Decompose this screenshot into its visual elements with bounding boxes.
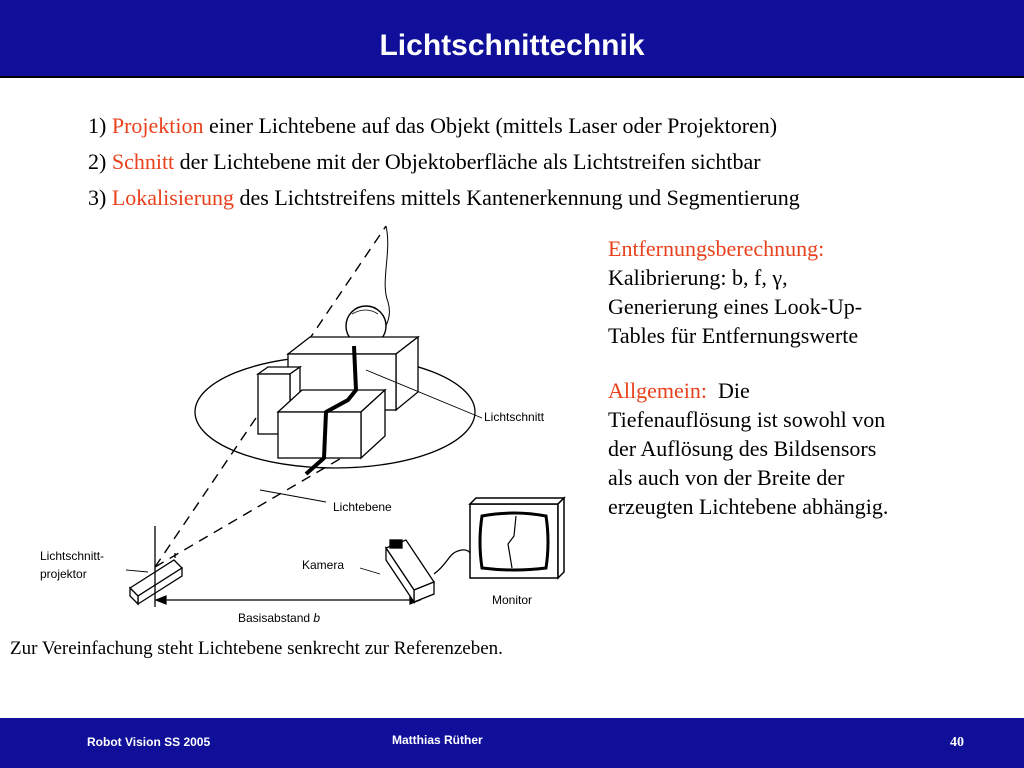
step-item: 1) Projektion einer Lichtebene auf das Objekt (mittels Laser oder Projektoren) bbox=[88, 113, 778, 138]
general-line: erzeugten Lichtebene abhängig. bbox=[608, 494, 889, 519]
label-projector-1: Lichtschnitt- bbox=[40, 549, 105, 563]
label-monitor: Monitor bbox=[492, 593, 533, 607]
step-item: 3) Lokalisierung des Lichtstreifens mittels Kantenerkennung und Segmentierung bbox=[88, 185, 800, 210]
step-keyword: Projektion bbox=[111, 113, 204, 138]
distance-line: Tables für Entfernungswerte bbox=[608, 323, 859, 348]
camera bbox=[386, 540, 478, 602]
light-section-diagram bbox=[30, 222, 570, 626]
distance-line: Kalibrierung: b, f, γ, bbox=[608, 265, 788, 290]
label-lichtschnitt: Lichtschnitt bbox=[484, 410, 545, 424]
steps-list bbox=[88, 108, 800, 216]
side-notes bbox=[608, 234, 1008, 521]
general-line: als auch von der Breite der bbox=[608, 465, 845, 490]
distance-line: Generierung eines Look-Up- bbox=[608, 294, 863, 319]
step-keyword: Lokalisierung bbox=[111, 185, 235, 210]
slide-title: Lichtschnittechnik bbox=[379, 29, 645, 62]
step-item: 2) Schnitt der Lichtebene mit der Objektoberfläche als Lichtstreifen sichtbar bbox=[88, 149, 761, 174]
box-front bbox=[278, 390, 385, 458]
label-lichtebene: Lichtebene bbox=[333, 500, 392, 514]
general-line: Tiefenauflösung ist sowohl von bbox=[608, 407, 886, 432]
general-heading: Allgemein: bbox=[608, 378, 707, 403]
general-line: der Auflösung des Bildsensors bbox=[608, 436, 877, 461]
footer-author: Matthias Rüther bbox=[392, 733, 483, 747]
step-keyword: Schnitt bbox=[111, 149, 175, 174]
title-divider bbox=[0, 76, 1024, 78]
distance-heading: Entfernungsberechnung: bbox=[608, 236, 825, 261]
label-kamera: Kamera bbox=[302, 558, 345, 572]
monitor bbox=[470, 498, 564, 578]
baseline-arrow bbox=[156, 596, 420, 604]
footer-bar bbox=[0, 718, 1024, 768]
figure-caption: Zur Vereinfachung steht Lichtebene senkrecht zur Referenzeben. bbox=[10, 638, 503, 659]
label-projector-2: projektor bbox=[40, 567, 87, 581]
title-bar bbox=[0, 0, 1024, 76]
label-basis: Basisabstand b bbox=[238, 611, 321, 625]
general-first-line: Allgemein: Die bbox=[608, 378, 750, 403]
page-number: 40 bbox=[950, 735, 964, 750]
footer-course: Robot Vision SS 2005 bbox=[87, 735, 211, 749]
